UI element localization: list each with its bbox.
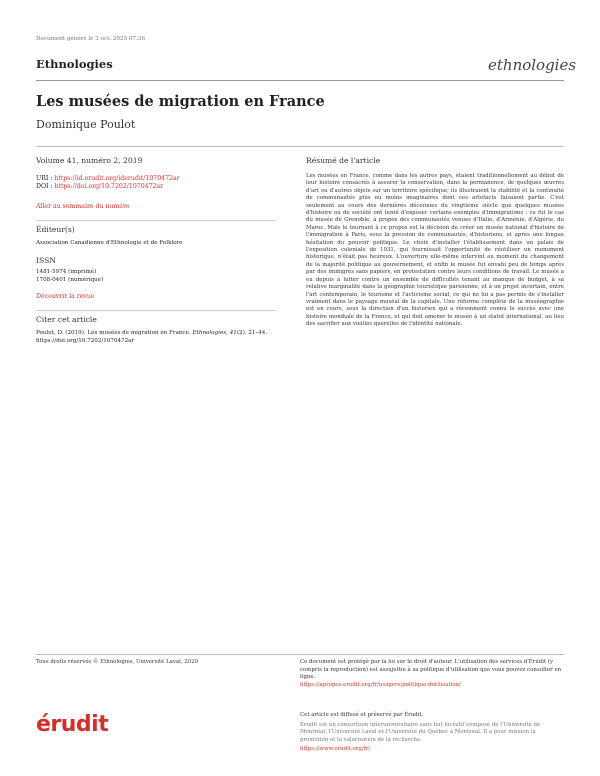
policy-link[interactable]: https://apropos.erudit.org/fr/usagers/politique-dutilisation/ xyxy=(300,681,461,688)
journal-name: Ethnologies xyxy=(36,57,113,71)
discover-link[interactable]: Découvrir la revue xyxy=(36,293,95,301)
cite-heading: Citer cet article xyxy=(36,315,97,325)
doi-label: DOI : xyxy=(36,183,55,190)
erudit-heading: Cet article est diffusé et préservé par Érudit. xyxy=(300,712,424,718)
abstract-heading: Résumé de l'article xyxy=(306,156,381,165)
uri-label: URI : xyxy=(36,175,55,182)
publisher-heading: Éditeur(s) xyxy=(36,225,75,234)
abstract-text: Les musées en France, comme dans les autres pays, étaient traditionnellement au début de leur histoire consacrés à assurer la conservation, dans la permanence, de quelques œuvres d'art ou d'autres objets sur un territoire spécifique; ils illustraient la stabilité et la continuité de communautés plus ou moins imaginaires dont ces artefacts faisaient partie. C'est seulement au cours des dernières décennies du vingtième siècle que quelques musées d'histoire ou de société ont tenté d'exposer certains exemples d'immigrations : ce fut le cas du musée de Grenoble, à propos des communautés venues d'Italie, d'Arménie, d'Algérie, du Maroc. Mais le tournant à ce propos est la décision de créer un musée national d'histoire de l'immigration à Paris, sous la pression de communautés, d'historiens, et après une longue hésitation du pouvoir politique. Le choix d'installer l'établissement dans un palais de l'exposition coloniale de 1931, qui fournissait l'opportunité de réutiliser un monument historique, n'était pas heureux. L'ouverture elle-même intervint au moment du changement de la majorité politique au gouvernement, et enfin le musée fut envahi peu de temps après par des immigrés sans papiers, en protestation contre leurs conditions de travail. Le musée a eu depuis à lutter contre un ensemble de difficultés tenant au manque de budget, à sa relative marginalité dans la géographie touristique parisienne, et à un projet incertain, entre l'art contemporain, le tourisme et l'activisme social, ce qui ne lui a pas permis de s'installer vraiment dans le paysage muséal de la capitale. Une réforme complète de la muséographie est en cours, sous la direction d'un historien qui a récemment connu le succès avec une histoire mondiale de la France, et qui doit amener le musée à un statut international, au lieu des sacrifier aux vieilles querelles de l'identité nationale. xyxy=(306,173,564,328)
issn-heading: ISSN xyxy=(36,256,56,266)
header-divider xyxy=(36,80,564,81)
erudit-link[interactable]: https://www.erudit.org/fr/ xyxy=(300,746,371,753)
cite-rest: (2), 21–44. https://doi.org/10.7202/1070472ar xyxy=(36,330,268,344)
volume-info: Volume 41, numéro 2, 2019 xyxy=(36,156,143,165)
doi-link[interactable]: https://doi.org/10.7202/1070472ar xyxy=(54,183,164,190)
article-title: Les musées de migration en France xyxy=(36,93,325,110)
uri-line xyxy=(36,175,276,183)
cite-journal: Ethnologies xyxy=(192,330,227,337)
article-author: Dominique Poulot xyxy=(36,118,136,131)
cite-body: Poulot, D. (2019). Les musées de migration en France. xyxy=(36,330,193,337)
footer-divider xyxy=(36,654,564,655)
title-divider xyxy=(36,146,564,147)
uri-link[interactable]: https://id.erudit.org/iderudit/1070472ar xyxy=(54,175,180,182)
copyright-notice: Ce document est protégé par la loi sur le droit d'auteur. L'utilisation des services d'Érudit (y compris la reproduction) est assujettie à sa politique d'utilisation que vous pouvez consulter en ligne. xyxy=(300,659,562,681)
left-divider-2 xyxy=(36,310,276,311)
left-divider-1 xyxy=(36,220,276,221)
issn-print: 1481-5974 (imprimé) xyxy=(36,269,97,276)
toc-link[interactable]: Aller au sommaire du numéro xyxy=(36,203,130,210)
doi-line xyxy=(36,183,276,191)
cite-volume: , 41 xyxy=(226,330,237,337)
publisher-name: Association Canadienne d'Ethnologie et de Folklore xyxy=(36,240,183,246)
issn-digital: 1708-0401 (numérique) xyxy=(36,276,104,283)
erudit-logo: érudit xyxy=(36,712,109,737)
citation-text xyxy=(36,330,272,345)
journal-logo: ethnologies xyxy=(488,56,577,74)
generated-timestamp: Document généré le 3 oct. 2025 07:36 xyxy=(36,36,146,42)
erudit-description: Érudit est un consortium interuniversitaire sans but lucratif composé de l'Université de Montréal, l'Université Laval et l'Université du Québec à Montréal. Il a pour mission la promotion et la valorisation de la recherche. xyxy=(300,721,541,743)
rights-notice: Tous droits réservés © Ethnologies, Université Laval, 2020 xyxy=(36,659,198,665)
